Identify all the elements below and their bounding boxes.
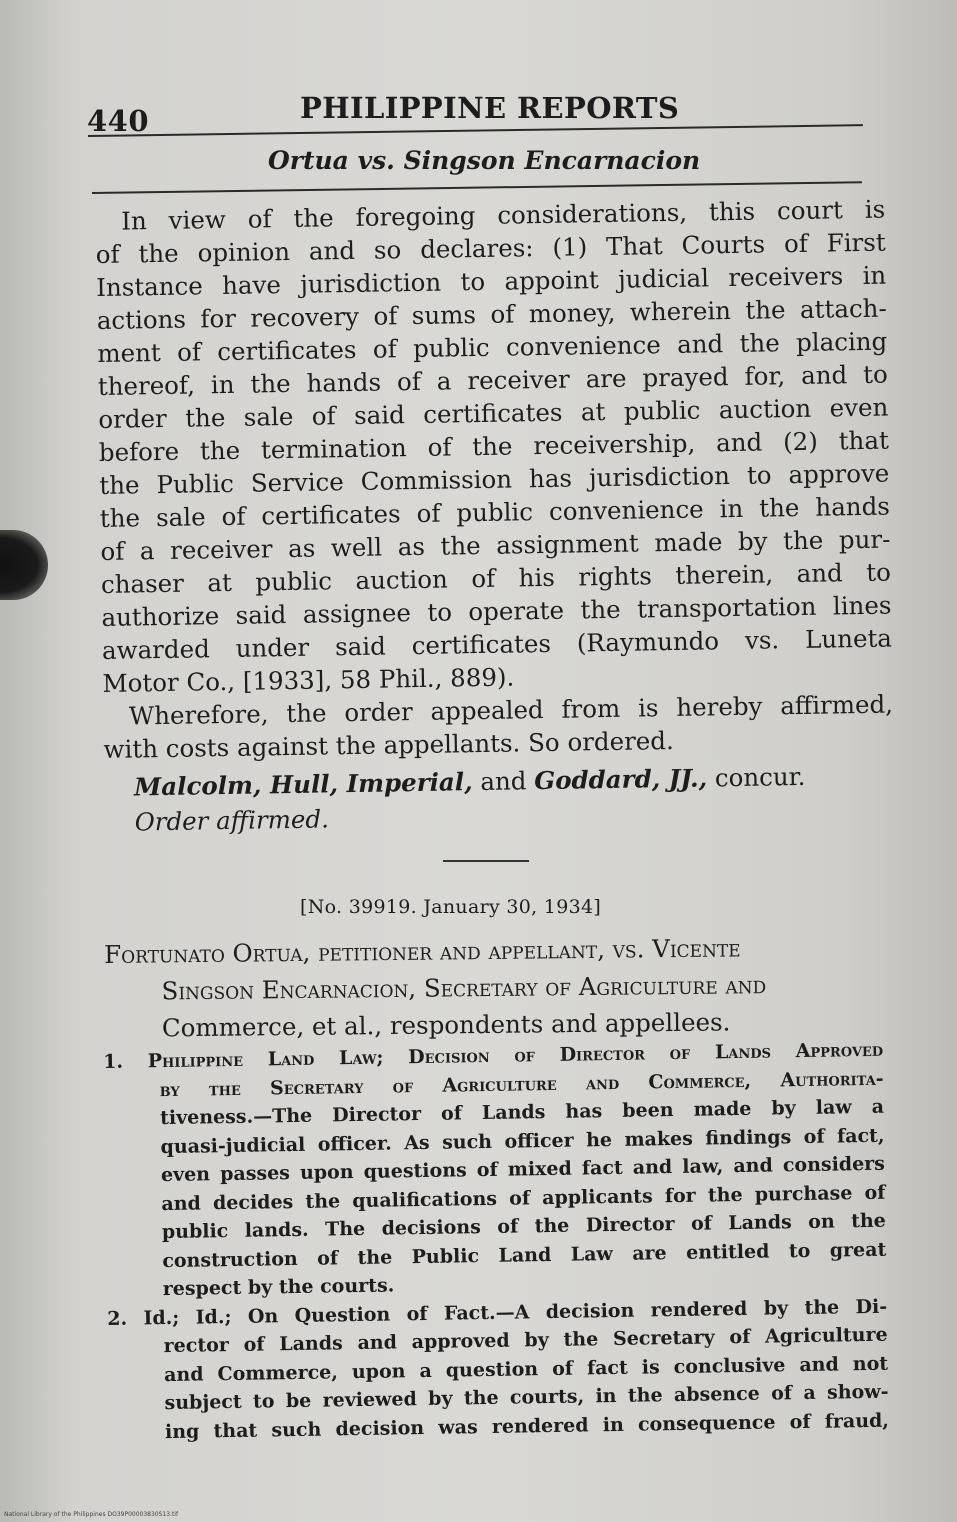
syllabus-line: rector of Lands and approved by the Secretary of Agriculture [163, 1323, 888, 1358]
syllabus [103, 1036, 889, 1447]
opinion-paragraph-1 [95, 193, 893, 700]
case-divider [443, 860, 529, 862]
text-line: In view of the foregoing considerations, this court is [121, 194, 886, 236]
docket-line: [No. 39919. January 30, 1934] [300, 896, 602, 918]
syllabus-line: ing that such decision was rendered in consequence of fraud, [164, 1409, 890, 1443]
text-line: Instance have jurisdiction to appoint judicial receivers in [96, 260, 887, 302]
header-rule [88, 124, 863, 137]
disposition: Order affirmed. [134, 804, 330, 837]
syllabus-line: even passes upon questions of mixed fact and law, and considers [160, 1152, 886, 1187]
text-line: before the termination of the receivership, and (2) that [98, 425, 890, 467]
concurring-justices: Malcolm, Hull, Imperial, [133, 767, 473, 802]
text-line: with costs against the appellants. So ordered. [103, 725, 674, 764]
concur-conjunction: and [480, 766, 527, 797]
case-parties [104, 928, 883, 1047]
syllabus-line: and Commerce, upon a question of fact is conclusive and not [163, 1352, 889, 1386]
binding-shadow [0, 530, 48, 600]
syllabus-line: subject to be reviewed by the courts, in the absence of a show- [164, 1380, 889, 1415]
syllabus-line: construction of the Public Land Law are entitled to great [162, 1238, 887, 1272]
text-line: chaser at public auction of his rights therein, and to [100, 557, 892, 599]
text-line: of a receiver as well as the assignment made by the pur- [100, 524, 891, 566]
text-line: thereof, in the hands of a receiver are prayed for, and to [97, 359, 888, 401]
syllabus-line: and decides the qualifications of applicants for the purchase of [161, 1181, 886, 1215]
parties-line: Fortunato Ortua, petitioner and appellant, vs. Vicente [104, 933, 741, 969]
page-number: 440 [87, 104, 150, 138]
scan-footer-tag: National Library of the Philippines DO39P00003830S13.tif [4, 1511, 179, 1518]
text-line: the sale of certificates of public convenience in the hands [99, 491, 891, 533]
title-rule [92, 181, 862, 194]
text-line: of the opinion and so declares: (1) That Courts of First [95, 227, 886, 269]
syllabus-line: tiveness.—The Director of Lands has been made by law a [159, 1095, 885, 1130]
text-line: awarded under said certificates (Raymundo vs. Luneta [101, 623, 893, 665]
text-line: ment of certificates of public convenience and the placing [97, 326, 888, 368]
syllabus-line: respect by the courts. [162, 1274, 395, 1301]
syllabus-line: quasi-judicial officer. As such officer he makes findings of fact, [160, 1124, 885, 1158]
text-line: Motor Co., [1933], 58 Phil., 889). [102, 662, 515, 698]
parties-line: Singson Encarnacion, Secretary of Agriculture and [161, 970, 767, 1006]
opinion-body [95, 193, 895, 837]
text-line: Wherefore, the order appealed from is hereby affirmed, [128, 689, 894, 731]
text-line: authorize said assignee to operate the transportation lines [101, 590, 892, 632]
syllabus-line: 2. Id.; Id.; On Question of Fact.—A decision rendered by the Di- [107, 1295, 888, 1330]
syllabus-line: by the Secretary of Agriculture and Commerce, Authorita- [159, 1067, 884, 1101]
concur-word: concur. [714, 761, 806, 793]
parties-line: Commerce, et al., respondents and appellees. [161, 1007, 731, 1043]
syllabus-item-1 [103, 1036, 887, 1305]
text-line: the Public Service Commission has jurisdiction to approve [99, 458, 890, 500]
opinion-paragraph-2 [103, 688, 894, 766]
syllabus-line: 1. Philippine Land Law; Decision of Director of Lands Approved [103, 1038, 884, 1073]
syllabus-line: public lands. The decisions of the Director of Lands on the [161, 1209, 886, 1244]
case-title: Ortua vs. Singson Encarnacion [268, 146, 701, 175]
text-line: actions for recovery of sums of money, wherein the attach- [96, 293, 887, 335]
syllabus-item-2 [107, 1292, 889, 1447]
text-line: order the sale of said certificates at public auction even [98, 392, 889, 434]
running-head: PHILIPPINE REPORTS [300, 91, 680, 125]
concurring-justice-last: Goddard, JJ., [534, 763, 708, 796]
